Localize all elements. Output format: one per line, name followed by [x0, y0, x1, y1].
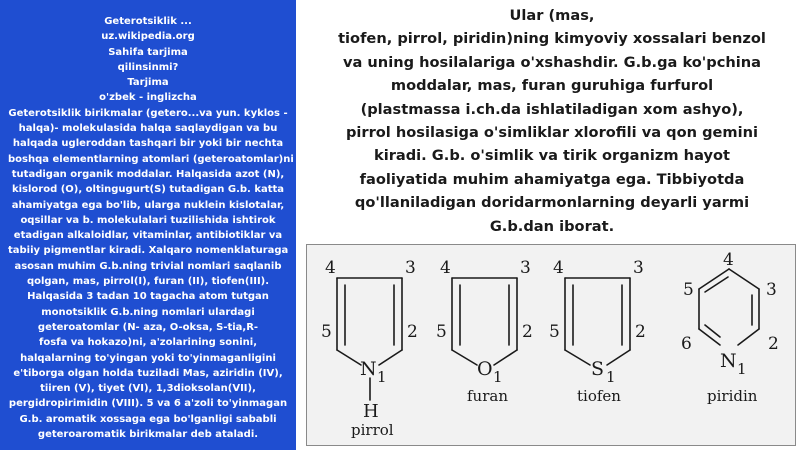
- paragraph-line: pirrol hosilasiga o'simliklar xlorofili va qon gemini: [345, 124, 759, 142]
- furan-position-3: 3: [520, 258, 531, 278]
- furan-position-5: 5: [436, 322, 447, 342]
- main-paragraph: [304, 4, 800, 238]
- paragraph-line: kiradi. G.b. o'simlik va tirik organizm hayot: [373, 147, 730, 165]
- tiofen-position-2: 2: [635, 322, 646, 342]
- bond: [607, 350, 630, 365]
- tiofen-name: tiofen: [577, 387, 621, 405]
- tiofen-position-4: 4: [553, 258, 564, 278]
- bond: [452, 350, 477, 365]
- article-text-line: etadigan alkaloidlar, vitaminlar, antibiotiklar va: [13, 230, 283, 242]
- bond: [729, 269, 759, 289]
- article-text-line: Halqasida 3 tadan 10 tagacha atom tutgan: [27, 291, 269, 303]
- furan-position-1: 1: [493, 368, 503, 386]
- paragraph-line: moddalar, mas, furan guruhiga furfurol: [390, 77, 714, 95]
- furan-oxygen: O: [477, 358, 493, 380]
- piridin-name: piridin: [707, 387, 758, 405]
- heterocycle-structures-figure: [306, 244, 796, 446]
- furan-ring: [452, 278, 517, 365]
- article-text-line: geteroatomlar (N- aza, O-oksa, S-tia,R-: [37, 321, 259, 333]
- bond: [494, 350, 517, 365]
- pirrol-nitrogen: N: [360, 358, 377, 380]
- article-text-line: G.b. aromatik xossaga ega bo'lganligi sababli: [19, 413, 277, 425]
- structures-svg: [307, 245, 795, 445]
- article-text-line: halqa)- molekulasida halqa saqlaydigan va bu: [18, 123, 278, 135]
- tiofen-position-5: 5: [549, 322, 560, 342]
- bond: [565, 350, 590, 365]
- furan-position-4: 4: [440, 258, 451, 278]
- bond: [738, 329, 759, 345]
- article-text-line: ahamiyatga ega bo'lib, ularga nuklein kislotalar,: [11, 199, 285, 211]
- bond: [379, 350, 402, 365]
- tiofen-position-3: 3: [633, 258, 644, 278]
- tiofen-sulfur: S: [591, 358, 605, 380]
- pirrol-name: pirrol: [351, 421, 394, 439]
- paragraph-line: Ular (mas,: [509, 7, 595, 24]
- paragraph-line: qo'llaniladigan doridarmonlarning deyarli yarmi: [354, 194, 750, 212]
- article-text-line: asosan muhim G.b.ning trivial nomlari saqlanib: [14, 260, 282, 272]
- article-source[interactable]: uz.wikipedia.org: [101, 31, 195, 43]
- article-text-line: tutadigan organik moddalar. Halqasida azot (N),: [11, 168, 285, 180]
- article-text-line: halqada ugleroddan tashqari bir yoki bir nechta: [12, 138, 284, 150]
- tiofen-ring: [565, 278, 630, 365]
- piridin-ring: [699, 269, 759, 345]
- panel-divider: [296, 0, 304, 450]
- piridin-position-1: 1: [737, 360, 747, 378]
- article-text-line: qolgan, mas, pirrol(I), furan (II), tiofen(III).: [26, 276, 270, 288]
- translate-button[interactable]: Tarjima: [127, 77, 169, 89]
- article-text-line: halqalarning to'yingan yoki to'yinmaganligini: [20, 352, 276, 364]
- pirrol-position-2: 2: [407, 322, 418, 342]
- bond: [705, 277, 728, 292]
- article-text-line: kislorod (O), oltingugurt(S) tutadigan G.b. katta: [11, 184, 285, 196]
- article-text-line: e'tiborga olgan holda tuziladi Mas, aziridin (IV),: [13, 367, 283, 379]
- piridin-position-2: 2: [768, 334, 779, 354]
- pirrol-position-5: 5: [321, 322, 332, 342]
- article-text-line: tabiiy pigmentlar kiradi. Xalqaro nomenklaturaga: [8, 245, 289, 257]
- piridin-position-3: 3: [766, 280, 777, 300]
- bond: [337, 350, 361, 365]
- article-text-line: oqsillar va b. molekulalari tuzilishida ishtirok: [20, 214, 276, 226]
- furan-position-2: 2: [522, 322, 533, 342]
- bond: [699, 329, 720, 345]
- article-title[interactable]: Geterotsiklik ...: [104, 16, 192, 27]
- article-text-line: tiiren (V), tiyet (VI), 1,3dioksolan(VII),: [40, 383, 256, 395]
- paragraph-line: G.b.dan iborat.: [489, 217, 615, 235]
- piridin-nitrogen: N: [720, 350, 737, 372]
- piridin-position-4: 4: [723, 250, 734, 270]
- pirrol-position-3: 3: [405, 258, 416, 278]
- language-pair[interactable]: o'zbek - inglizcha: [99, 92, 197, 104]
- article-text-line: boshqa elementlarning atomlari (geteroatomlar)ni: [8, 153, 294, 165]
- pirrol-position-1: 1: [377, 368, 387, 386]
- paragraph-line: (plastmassa i.ch.da ishlatiladigan xom ashyo),: [360, 100, 744, 118]
- article-text-line: fosfa va hokazo)ni, a'zolarining sonini,: [38, 337, 258, 349]
- translate-prompt: Sahifa tarjima: [108, 46, 188, 58]
- article-text-line: geteroaromatik birikmalar deb ataladi.: [37, 429, 259, 441]
- paragraph-line: va uning hosilalariga o'xshashdir. G.b.ga ko'pchina: [342, 53, 762, 71]
- pirrol-hydrogen: H: [363, 401, 379, 422]
- piridin-position-5: 5: [683, 280, 694, 300]
- article-text-line: monotsiklik G.b.ning nomlari ulardagi: [41, 306, 255, 318]
- translated-article-panel: [0, 0, 296, 450]
- pirrol-position-4: 4: [325, 258, 336, 278]
- article-text-line: Geterotsiklik birikmalar (getero...va yun. kyklos -: [8, 107, 288, 119]
- paragraph-line: tiofen, pirrol, piridin)ning kimyoviy xossalari benzol: [338, 30, 766, 48]
- paragraph-line: faoliyatida muhim ahamiyatga ega. Tibbiyotda: [359, 170, 745, 188]
- article-text-line: pergidropirimidin (VIII). 5 va 6 a'zoli to'yinmagan: [8, 398, 288, 410]
- tiofen-position-1: 1: [606, 368, 616, 386]
- piridin-position-6: 6: [681, 334, 692, 354]
- pirrol-ring: [337, 278, 402, 400]
- translate-prompt: qilinsinmi?: [117, 61, 179, 73]
- furan-name: furan: [467, 387, 508, 405]
